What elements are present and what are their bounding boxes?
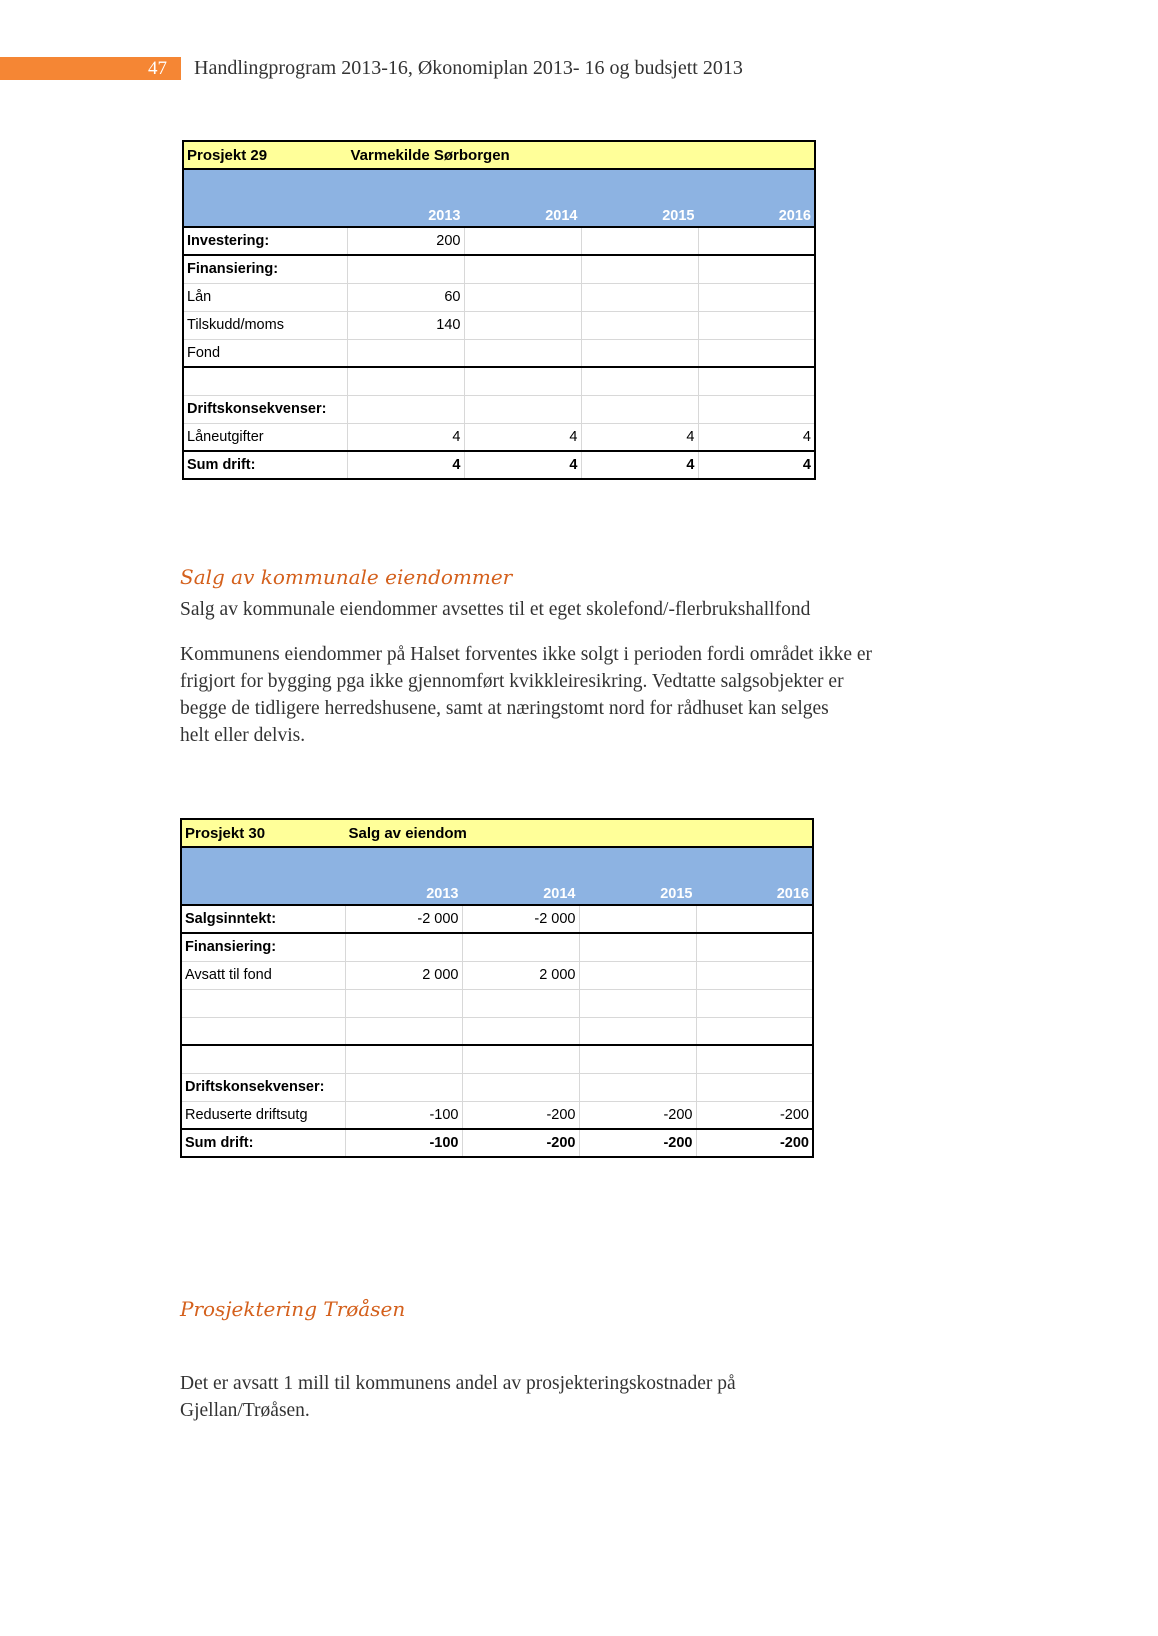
cell-value bbox=[347, 255, 464, 283]
row-label bbox=[183, 367, 347, 395]
cell-value bbox=[696, 905, 813, 933]
cell-value bbox=[464, 339, 581, 367]
cell-value bbox=[345, 989, 462, 1017]
cell-value: -100 bbox=[345, 1101, 462, 1129]
cell-value bbox=[696, 989, 813, 1017]
table-row bbox=[181, 1045, 813, 1073]
table-row bbox=[183, 311, 815, 339]
cell-value: 60 bbox=[347, 283, 464, 311]
cell-value bbox=[696, 1073, 813, 1101]
year-header: 2014 bbox=[464, 169, 581, 227]
paragraph-line: Gjellan/Trøåsen. bbox=[180, 1400, 310, 1421]
cell-value: -200 bbox=[579, 1101, 696, 1129]
page-number-band bbox=[0, 57, 181, 80]
row-label: Driftskonsekvenser: bbox=[183, 395, 347, 423]
cell-value bbox=[581, 339, 698, 367]
row-label: Fond bbox=[183, 339, 347, 367]
project-29-table bbox=[182, 140, 816, 480]
cell-value bbox=[579, 905, 696, 933]
cell-value bbox=[698, 395, 815, 423]
cell-value bbox=[581, 255, 698, 283]
table-row bbox=[183, 367, 815, 395]
page-header bbox=[0, 57, 743, 80]
row-label bbox=[181, 1045, 345, 1073]
section-paragraph bbox=[180, 1370, 980, 1424]
row-label: Finansiering: bbox=[183, 255, 347, 283]
cell-value bbox=[462, 1045, 579, 1073]
page-number: 47 bbox=[148, 57, 167, 79]
cell-value bbox=[464, 283, 581, 311]
cell-value bbox=[347, 395, 464, 423]
cell-value: 4 bbox=[698, 423, 815, 451]
cell-value bbox=[347, 367, 464, 395]
row-label: Tilskudd/moms bbox=[183, 311, 347, 339]
year-header: 2016 bbox=[698, 169, 815, 227]
table-row bbox=[181, 989, 813, 1017]
year-header: 2016 bbox=[696, 847, 813, 905]
cell-value: 2 000 bbox=[345, 961, 462, 989]
paragraph-line: helt eller delvis. bbox=[180, 725, 306, 746]
cell-value bbox=[698, 283, 815, 311]
cell-value: 140 bbox=[347, 311, 464, 339]
table-row bbox=[181, 1101, 813, 1129]
year-header-row bbox=[183, 169, 815, 227]
cell-value bbox=[347, 339, 464, 367]
cell-value bbox=[462, 1073, 579, 1101]
cell-value bbox=[345, 1073, 462, 1101]
cell-value: 4 bbox=[581, 451, 698, 479]
cell-value bbox=[462, 1017, 579, 1045]
cell-value: -2 000 bbox=[462, 905, 579, 933]
table-row bbox=[181, 905, 813, 933]
cell-value: -2 000 bbox=[345, 905, 462, 933]
cell-value: -100 bbox=[345, 1129, 462, 1157]
section-heading-prosjektering: Prosjektering Trøåsen bbox=[180, 1297, 406, 1321]
cell-value bbox=[464, 311, 581, 339]
year-header: 2014 bbox=[462, 847, 579, 905]
row-label: Investering: bbox=[183, 227, 347, 255]
project-label: Prosjekt 30 bbox=[181, 819, 345, 847]
table-row-sum bbox=[183, 451, 815, 479]
paragraph-line: begge de tidligere herredshusene, samt at næringstomt nord for rådhuset kan selges bbox=[180, 698, 829, 719]
section-heading-salg: Salg av kommunale eiendommer bbox=[180, 565, 513, 589]
table-title-row bbox=[183, 141, 815, 169]
cell-value bbox=[579, 1017, 696, 1045]
cell-value bbox=[579, 933, 696, 961]
cell-value bbox=[579, 1073, 696, 1101]
table-row bbox=[181, 1073, 813, 1101]
year-header-row bbox=[181, 847, 813, 905]
cell-value bbox=[696, 1017, 813, 1045]
table-row bbox=[181, 961, 813, 989]
cell-value bbox=[698, 367, 815, 395]
cell-value bbox=[464, 255, 581, 283]
cell-value bbox=[581, 367, 698, 395]
paragraph-line: frigjort for bygging pga ikke gjennomført kvikkleiresikring. Vedtatte salgsobjekter er bbox=[180, 671, 844, 692]
table-row bbox=[183, 283, 815, 311]
cell-value: 4 bbox=[347, 423, 464, 451]
row-label: Lån bbox=[183, 283, 347, 311]
row-label bbox=[181, 989, 345, 1017]
cell-value bbox=[698, 311, 815, 339]
table-row bbox=[183, 227, 815, 255]
cell-value: 4 bbox=[698, 451, 815, 479]
cell-value bbox=[698, 339, 815, 367]
cell-value bbox=[581, 311, 698, 339]
row-label: Sum drift: bbox=[181, 1129, 345, 1157]
project-name: Varmekilde Sørborgen bbox=[347, 141, 815, 169]
cell-value: -200 bbox=[579, 1129, 696, 1157]
table-row bbox=[183, 395, 815, 423]
table-title-row bbox=[181, 819, 813, 847]
table-row bbox=[183, 255, 815, 283]
table-row bbox=[183, 339, 815, 367]
table-row bbox=[183, 423, 815, 451]
cell-value bbox=[345, 1017, 462, 1045]
cell-value: 4 bbox=[581, 423, 698, 451]
section-paragraph bbox=[180, 641, 980, 749]
cell-value: 4 bbox=[464, 451, 581, 479]
cell-value bbox=[464, 395, 581, 423]
paragraph-line: Det er avsatt 1 mill til kommunens andel av prosjekteringskostnader på bbox=[180, 1373, 736, 1394]
table-row-sum bbox=[181, 1129, 813, 1157]
cell-value bbox=[579, 989, 696, 1017]
project-30-table bbox=[180, 818, 814, 1158]
cell-value: 4 bbox=[464, 423, 581, 451]
cell-value bbox=[696, 933, 813, 961]
project-name: Salg av eiendom bbox=[345, 819, 813, 847]
row-label: Sum drift: bbox=[183, 451, 347, 479]
table-row bbox=[181, 1017, 813, 1045]
row-label bbox=[181, 1017, 345, 1045]
cell-value bbox=[462, 933, 579, 961]
cell-value bbox=[698, 255, 815, 283]
cell-value bbox=[462, 989, 579, 1017]
row-label: Finansiering: bbox=[181, 933, 345, 961]
cell-value bbox=[696, 961, 813, 989]
cell-value bbox=[579, 1045, 696, 1073]
row-label: Salgsinntekt: bbox=[181, 905, 345, 933]
cell-value: -200 bbox=[462, 1101, 579, 1129]
cell-value bbox=[464, 367, 581, 395]
section-intro: Salg av kommunale eiendommer avsettes til et eget skolefond/-flerbrukshallfond bbox=[180, 599, 811, 620]
row-label: Reduserte driftsutg bbox=[181, 1101, 345, 1129]
cell-value: 200 bbox=[347, 227, 464, 255]
cell-value: 4 bbox=[347, 451, 464, 479]
year-header: 2015 bbox=[579, 847, 696, 905]
row-label: Avsatt til fond bbox=[181, 961, 345, 989]
document-title: Handlingprogram 2013-16, Økonomiplan 2013- 16 og budsjett 2013 bbox=[194, 57, 743, 79]
cell-value bbox=[345, 1045, 462, 1073]
year-header: 2015 bbox=[581, 169, 698, 227]
cell-value bbox=[581, 395, 698, 423]
cell-value bbox=[345, 933, 462, 961]
row-label: Låneutgifter bbox=[183, 423, 347, 451]
cell-value bbox=[581, 283, 698, 311]
year-header: 2013 bbox=[347, 169, 464, 227]
cell-value bbox=[581, 227, 698, 255]
paragraph-line: Kommunens eiendommer på Halset forventes ikke solgt i perioden fordi området ikke er bbox=[180, 644, 873, 665]
year-header: 2013 bbox=[345, 847, 462, 905]
cell-value bbox=[579, 961, 696, 989]
row-label: Driftskonsekvenser: bbox=[181, 1073, 345, 1101]
cell-value bbox=[464, 227, 581, 255]
cell-value: -200 bbox=[696, 1129, 813, 1157]
cell-value: -200 bbox=[696, 1101, 813, 1129]
cell-value: 2 000 bbox=[462, 961, 579, 989]
project-label: Prosjekt 29 bbox=[183, 141, 347, 169]
cell-value: -200 bbox=[462, 1129, 579, 1157]
cell-value bbox=[698, 227, 815, 255]
cell-value bbox=[696, 1045, 813, 1073]
table-row bbox=[181, 933, 813, 961]
